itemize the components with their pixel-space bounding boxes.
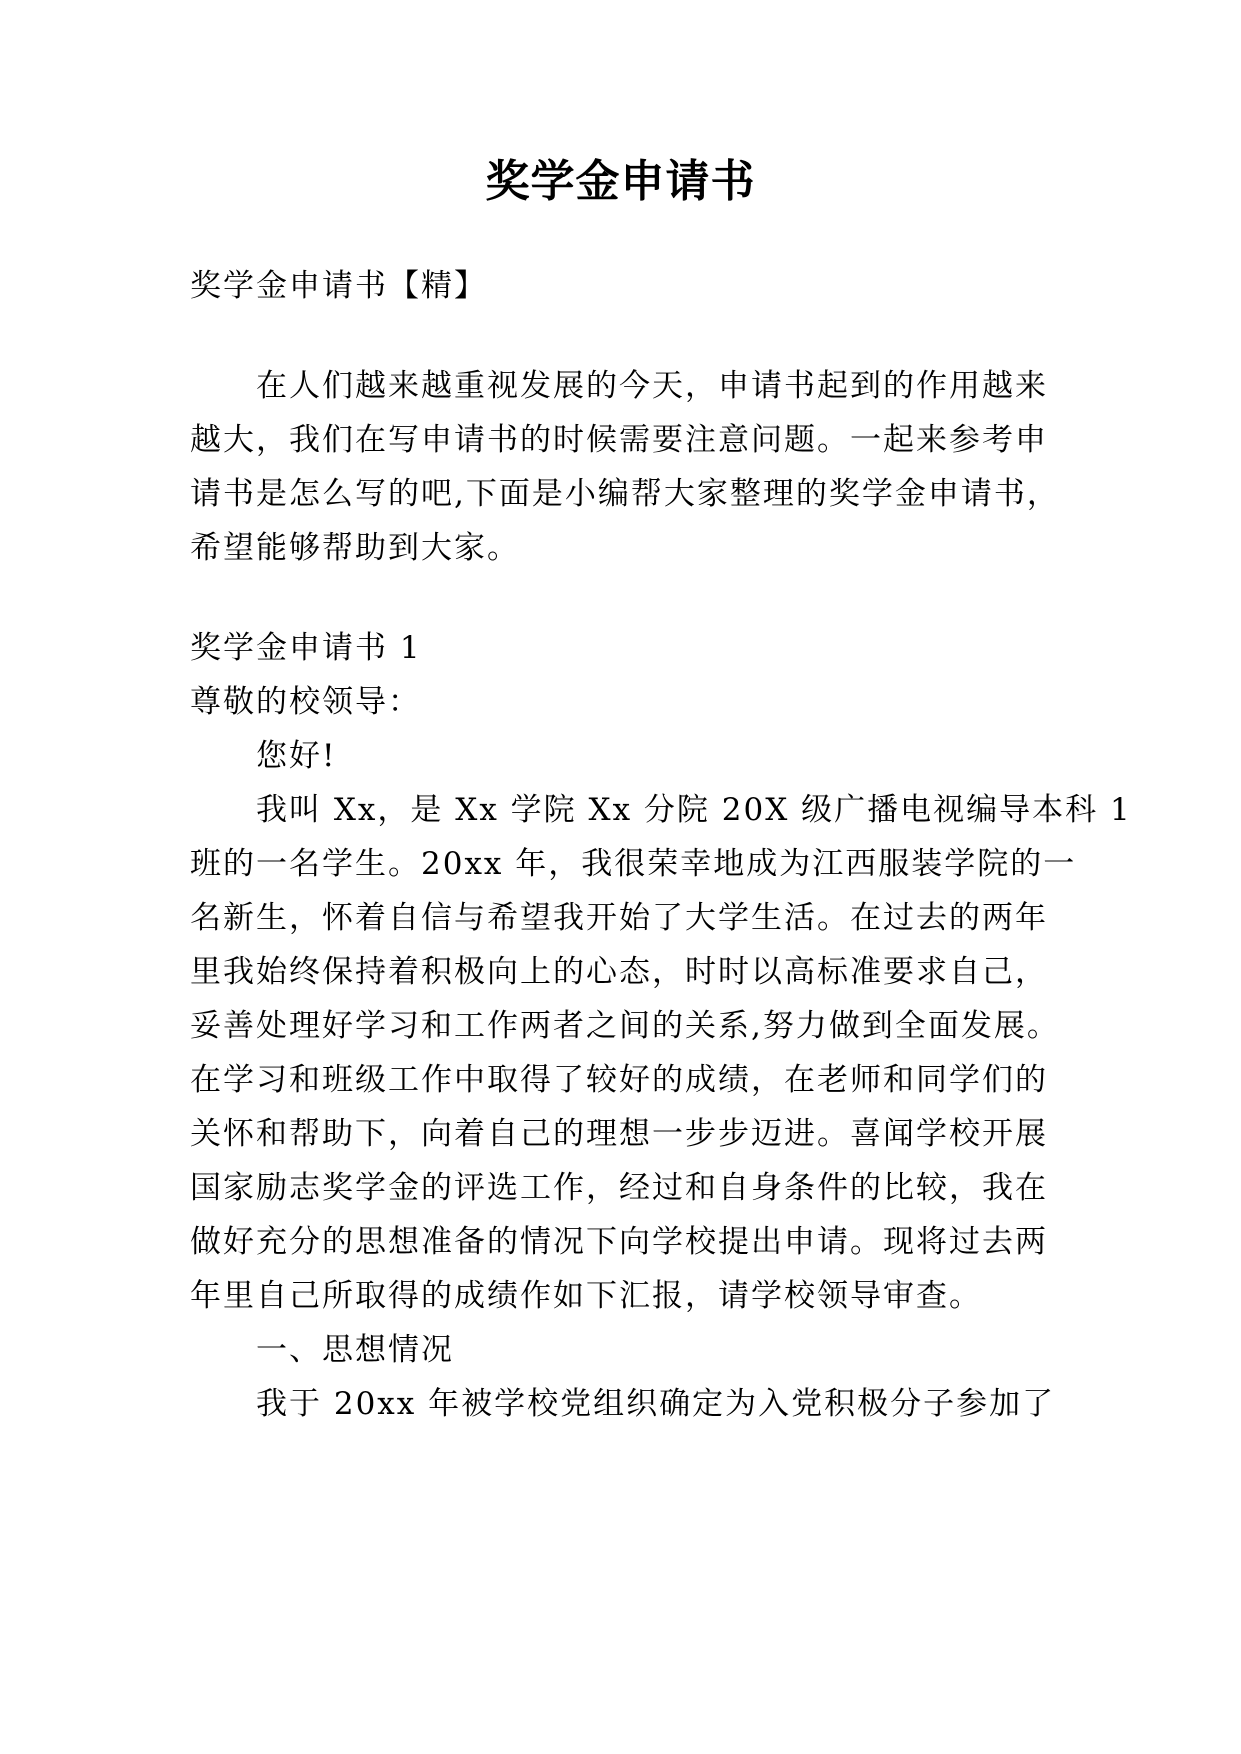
body-line-4: 里我始终保持着积极向上的心态，时时以高标准要求自己， [190, 954, 1048, 990]
salutation: 尊敬的校领导： [190, 684, 421, 720]
document-title: 奖学金申请书 [485, 156, 756, 207]
body-line-2: 班的一名学生。20xx 年，我很荣幸地成为江西服装学院的一 [190, 846, 1077, 882]
section-heading: 奖学金申请书 1 [190, 630, 422, 666]
body-line-1: 我叫 Xx，是 Xx 学院 Xx 分院 20X 级广播电视编导本科 1 [256, 792, 1132, 828]
intro-line-4: 希望能够帮助到大家。 [190, 530, 520, 566]
body-line-6: 在学习和班级工作中取得了较好的成绩，在老师和同学们的 [190, 1062, 1048, 1098]
intro-line-3: 请书是怎么写的吧,下面是小编帮大家整理的奖学金申请书， [190, 476, 1060, 512]
body-line-7: 关怀和帮助下，向着自己的理想一步步迈进。喜闻学校开展 [190, 1116, 1048, 1152]
greeting: 您好! [256, 738, 337, 774]
body-line-9: 做好充分的思想准备的情况下向学校提出申请。现将过去两 [190, 1224, 1048, 1260]
body-line-3: 名新生，怀着自信与希望我开始了大学生活。在过去的两年 [190, 900, 1048, 936]
subsection-heading: 一、思想情况 [256, 1332, 454, 1368]
body-line-10: 年里自己所取得的成绩作如下汇报，请学校领导审查。 [190, 1278, 982, 1314]
subtitle-line: 奖学金申请书【精】 [190, 268, 487, 304]
intro-line-1: 在人们越来越重视发展的今天，申请书起到的作用越来 [256, 368, 1048, 404]
body-line-11: 我于 20xx 年被学校党组织确定为入党积极分子参加了 [256, 1386, 1056, 1422]
body-line-8: 国家励志奖学金的评选工作，经过和自身条件的比较，我在 [190, 1170, 1048, 1206]
body-line-5: 妥善处理好学习和工作两者之间的关系,努力做到全面发展。 [190, 1008, 1060, 1044]
intro-line-2: 越大，我们在写申请书的时候需要注意问题。一起来参考申 [190, 422, 1048, 458]
